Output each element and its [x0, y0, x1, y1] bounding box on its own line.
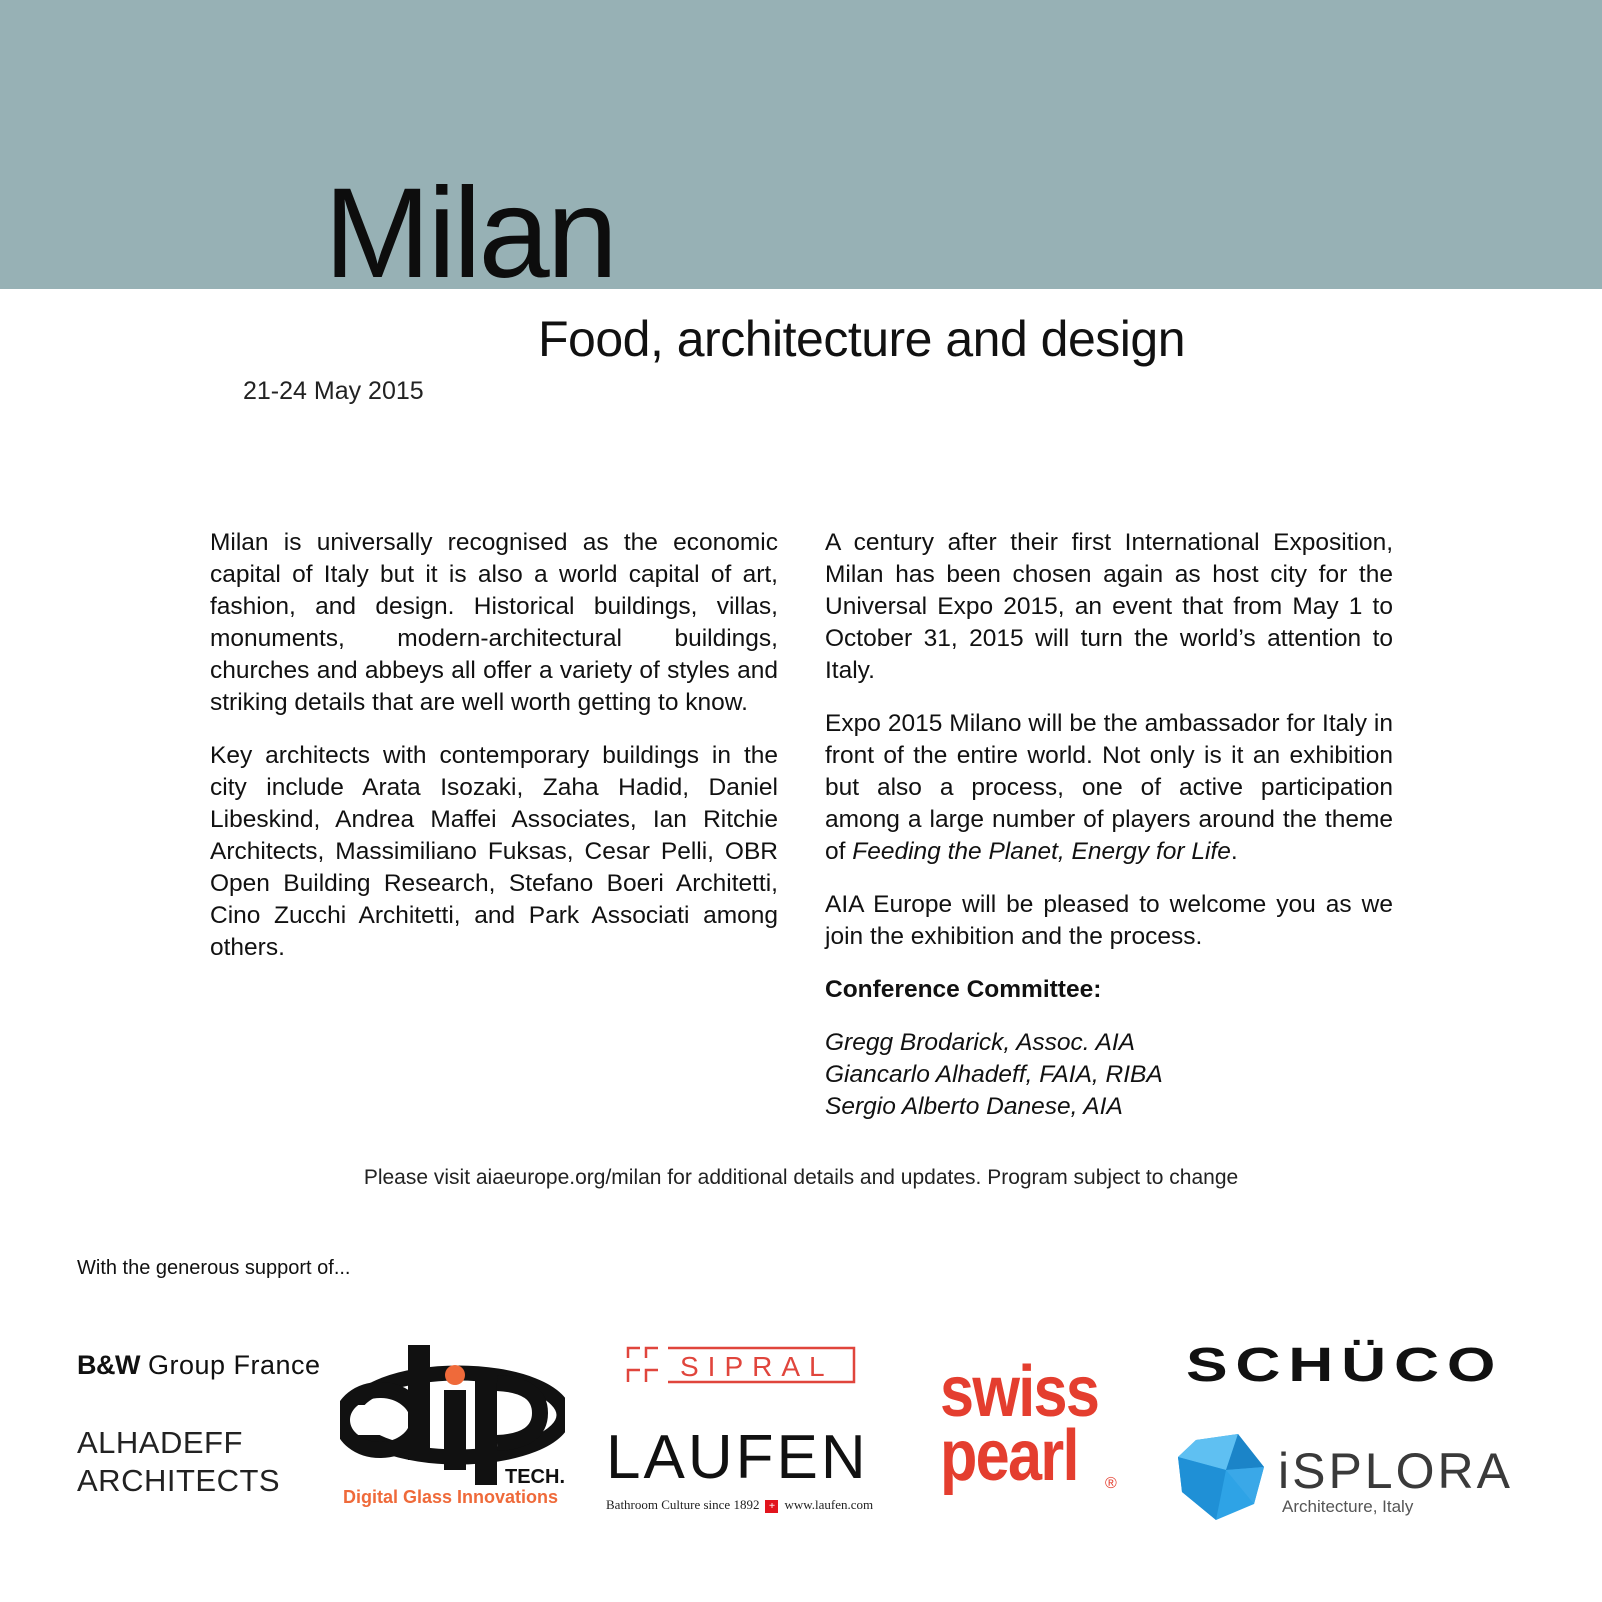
architects-paragraph: Key architects with contemporary buildings in the city include Arata Isozaki, Zaha Hadid, Daniel Libeskind, Andrea Maffei Associates, Ian Ritchie Architects, Massimiliano Fuksas, Cesar Pelli, OBR Open Building Research, Stefano Boeri Architetti, Cino Zucchi Architetti, and Park Associati among others.	[210, 742, 778, 961]
expo-ambassador-paragraph	[825, 708, 1393, 868]
committee-member: Sergio Alberto Danese, AIA	[825, 1093, 1123, 1120]
sipral-mark	[628, 1348, 658, 1382]
diptech-tech: TECH.	[505, 1466, 565, 1488]
event-date: 21-24 May 2015	[243, 377, 424, 405]
bw-bold: B&W	[77, 1350, 140, 1380]
right-column	[825, 527, 1393, 1123]
isplora-wordmark: iSPLORA	[1278, 1443, 1513, 1499]
swisspearl-logo	[940, 1352, 1099, 1496]
sipral-wordmark: SIPRAL	[680, 1351, 834, 1382]
laufen-url: www.laufen.com	[784, 1497, 874, 1512]
diptech-p-bowl	[497, 1383, 540, 1443]
bw-rest: Group France	[139, 1350, 321, 1380]
left-column	[210, 527, 778, 985]
bw-group-logo	[77, 1350, 321, 1381]
diptech-i-stem	[444, 1390, 466, 1470]
committee-heading: Conference Committee:	[825, 976, 1102, 1003]
intro-paragraph: Milan is universally recognised as the economic capital of Italy but it is also a world capital of art, fashion, and design. Historical buildings, villas, monuments, modern-architectural buildings, churches and abbeys all offer a variety of styles and striking details that are well worth getting to know.	[210, 529, 778, 716]
swisspearl-line: swiss	[940, 1352, 1099, 1432]
laufen-caption	[606, 1497, 873, 1513]
registered-mark: ®	[1105, 1475, 1117, 1492]
swisspearl-line: pearl	[940, 1416, 1078, 1496]
expo-end: .	[1230, 838, 1238, 865]
diptech-p-stem	[475, 1375, 497, 1485]
laufen-wordmark: LAUFEN	[606, 1423, 869, 1492]
support-label: With the generous support of...	[77, 1257, 351, 1279]
isplora-caption: Architecture, Italy	[1282, 1497, 1414, 1516]
isplora-gem-icon	[1176, 1432, 1266, 1522]
page-subtitle: Food, architecture and design	[538, 311, 1186, 367]
alhadeff-line: ARCHITECTS	[77, 1463, 281, 1498]
page-title: Milan	[324, 170, 615, 289]
schuco-logo: SCHÜCO	[1186, 1339, 1504, 1392]
sipral-logo-icon	[626, 1346, 858, 1384]
diptech-d-stem	[408, 1345, 430, 1460]
committee-member: Gregg Brodarick, Assoc. AIA	[825, 1029, 1135, 1056]
footer-note: Please visit aiaeurope.org/milan for additional details and updates. Program subject to change	[363, 1166, 1239, 1189]
diptech-caption: Digital Glass Innovations	[343, 1487, 559, 1507]
expo-theme: Feeding the Planet, Energy for Life	[852, 838, 1231, 865]
committee-block	[825, 974, 1393, 1123]
welcome-paragraph: AIA Europe will be pleased to welcome you as we join the exhibition and the process.	[825, 891, 1393, 950]
expo-text: Expo 2015 Milano will be the ambassador for Italy in front of the entire world. Not only is it an exhibition but also a process, one of active participation among a large number of players around the theme of	[825, 710, 1393, 865]
swiss-flag-icon: +	[765, 1500, 778, 1513]
diptech-dot	[445, 1365, 465, 1385]
expo-history-paragraph: A century after their first International Exposition, Milan has been chosen again as host city for the Universal Expo 2015, an event that from May 1 to October 31, 2015 will turn the world’s attention to Italy.	[825, 529, 1393, 684]
header-banner	[0, 0, 1602, 289]
alhadeff-line: ALHADEFF	[77, 1425, 243, 1460]
alhadeff-logo	[77, 1424, 280, 1500]
committee-member: Giancarlo Alhadeff, FAIA, RIBA	[825, 1061, 1163, 1088]
laufen-tagline: Bathroom Culture since 1892	[606, 1497, 760, 1512]
